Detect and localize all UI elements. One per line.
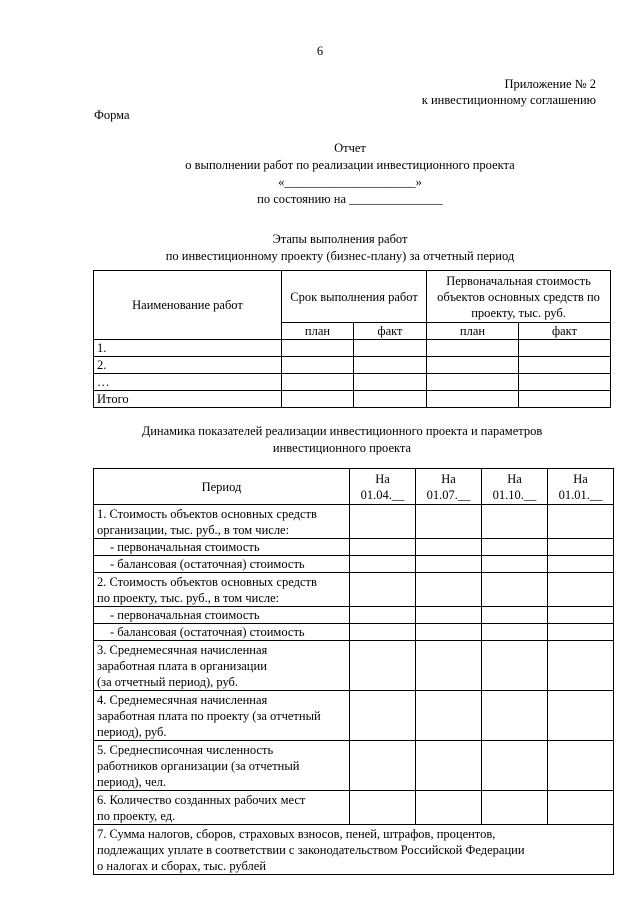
header-plan: план	[427, 323, 519, 340]
table-cell	[350, 791, 416, 825]
table-cell	[482, 624, 548, 641]
table-cell	[548, 505, 614, 539]
table-row	[94, 556, 614, 573]
row-label: 1.	[94, 340, 282, 357]
table-row	[94, 505, 614, 539]
row-label-line: работников организации (за отчетный	[97, 758, 300, 773]
table-cell	[350, 641, 416, 691]
dynamics-subtitle: инвестиционного проекта	[272, 441, 412, 455]
row-label-line: организации, тыс. руб., в том числе:	[97, 522, 290, 537]
table-row	[94, 539, 614, 556]
page-number: 6	[316, 44, 324, 58]
header-date	[482, 469, 548, 505]
table-cell	[416, 573, 482, 607]
row-label	[94, 573, 350, 607]
table-cell	[416, 505, 482, 539]
row-label-line: заработная плата по проекту (за отчетный	[97, 708, 321, 723]
table-cell	[282, 357, 354, 374]
table-cell	[354, 391, 427, 408]
table-cell	[482, 573, 548, 607]
table-cell	[416, 641, 482, 691]
table-cell	[416, 691, 482, 741]
dynamics-title: Динамика показателей реализации инвестиционного проекта и параметров	[141, 424, 543, 438]
row-label-line: о налогах и сборах, тыс. рублей	[97, 858, 267, 873]
table-row	[94, 624, 614, 641]
table-cell	[282, 340, 354, 357]
table-cell	[548, 641, 614, 691]
header-date-top: На	[375, 471, 390, 486]
row-label-line: подлежащих уплате в соответствии с законодательством Российской Федерации	[97, 842, 525, 857]
stages-subtitle: по инвестиционному проекту (бизнес-плану) за отчетный период	[165, 249, 515, 263]
table-cell	[427, 391, 519, 408]
row-label	[94, 791, 350, 825]
row-label-line: период), чел.	[97, 774, 167, 789]
row-label: Итого	[94, 391, 282, 408]
table-cell	[282, 374, 354, 391]
table-cell	[519, 357, 611, 374]
row-label: - первоначальная стоимость	[94, 607, 350, 624]
table-cell	[519, 374, 611, 391]
table-row	[94, 641, 614, 691]
header-work-name: Наименование работ	[94, 271, 282, 340]
table-row	[94, 691, 614, 741]
row-label: - первоначальная стоимость	[94, 539, 350, 556]
table-row	[94, 357, 611, 374]
table-cell	[350, 573, 416, 607]
header-date-top: На	[441, 471, 456, 486]
table-cell	[416, 624, 482, 641]
report-subtitle: о выполнении работ по реализации инвестиционного проекта	[185, 158, 515, 172]
table-row	[94, 340, 611, 357]
header-date	[350, 469, 416, 505]
row-label-line: 5. Среднесписочная численность	[97, 742, 274, 757]
table-cell	[350, 539, 416, 556]
table-cell	[482, 539, 548, 556]
table-cell	[350, 556, 416, 573]
table-cell	[548, 741, 614, 791]
table-cell	[416, 607, 482, 624]
stages-title: Этапы выполнения работ	[272, 232, 408, 246]
row-label-line: 6. Количество созданных рабочих мест	[97, 792, 306, 807]
table-cell	[354, 374, 427, 391]
table-cell	[416, 556, 482, 573]
dynamics-title-block	[0, 423, 640, 457]
row-label-line: заработная плата в организации	[97, 658, 267, 673]
header-period: Срок выполнения работ	[282, 271, 427, 323]
row-label: - балансовая (остаточная) стоимость	[94, 624, 350, 641]
table-cell	[548, 556, 614, 573]
stages-table	[93, 270, 611, 408]
row-label: …	[94, 374, 282, 391]
header-date-bottom: 01.10.__	[492, 487, 537, 502]
table-cell	[548, 573, 614, 607]
table-row	[94, 607, 614, 624]
appendix-line-1: Приложение № 2	[504, 77, 596, 91]
row-label	[94, 741, 350, 791]
row-label-line: 3. Среднемесячная начисленная	[97, 642, 268, 657]
row-label-line: по проекту, тыс. руб., в том числе:	[97, 590, 280, 605]
table-cell	[482, 505, 548, 539]
table-cell	[548, 691, 614, 741]
row-label	[94, 505, 350, 539]
table-cell	[482, 556, 548, 573]
header-date-top: На	[573, 471, 588, 486]
table-cell	[354, 357, 427, 374]
table-row	[94, 573, 614, 607]
header-plan: план	[282, 323, 354, 340]
table-row	[94, 791, 614, 825]
table-cell	[482, 741, 548, 791]
header-fact: факт	[519, 323, 611, 340]
stages-title-block	[0, 231, 640, 265]
row-label-line: (за отчетный период), руб.	[97, 674, 239, 689]
dynamics-table	[93, 468, 614, 875]
as-of-line: по состоянию на _______________	[257, 192, 443, 206]
table-cell	[350, 607, 416, 624]
table-cell	[548, 791, 614, 825]
header-date-bottom: 01.07.__	[426, 487, 471, 502]
table-cell	[416, 539, 482, 556]
table-cell	[427, 357, 519, 374]
row-label-line: 2. Стоимость объектов основных средств	[97, 574, 317, 589]
table-cell	[548, 607, 614, 624]
row-label	[94, 825, 614, 875]
table-cell	[482, 791, 548, 825]
table-cell	[416, 741, 482, 791]
table-cell	[350, 505, 416, 539]
table-cell	[482, 641, 548, 691]
row-label-line: 1. Стоимость объектов основных средств	[97, 506, 317, 521]
row-label	[94, 691, 350, 741]
table-cell	[282, 391, 354, 408]
header-date-top: На	[507, 471, 522, 486]
table-row	[94, 741, 614, 791]
header-date-bottom: 01.01.__	[558, 487, 603, 502]
table-cell	[427, 340, 519, 357]
header-date-bottom: 01.04.__	[360, 487, 405, 502]
table-row	[94, 825, 614, 875]
project-name-line: «_____________________»	[278, 175, 422, 189]
header-cost: Первоначальная стоимость объектов основных средств по проекту, тыс. руб.	[427, 271, 611, 323]
row-label: - балансовая (остаточная) стоимость	[94, 556, 350, 573]
report-title-block	[0, 140, 640, 208]
table-cell	[416, 791, 482, 825]
row-label-line: 4. Среднемесячная начисленная	[97, 692, 268, 707]
row-label: 2.	[94, 357, 282, 374]
row-label-line: период), руб.	[97, 724, 167, 739]
table-cell	[350, 624, 416, 641]
table-cell	[519, 340, 611, 357]
appendix-header	[300, 76, 596, 108]
table-cell	[427, 374, 519, 391]
row-label	[94, 641, 350, 691]
table-cell	[482, 607, 548, 624]
row-label-line: по проекту, ед.	[97, 808, 176, 823]
table-row	[94, 391, 611, 408]
appendix-line-2: к инвестиционному соглашению	[421, 93, 596, 107]
row-label-line: 7. Сумма налогов, сборов, страховых взносов, пеней, штрафов, процентов,	[97, 826, 496, 841]
form-label: Форма	[94, 108, 130, 122]
table-cell	[548, 539, 614, 556]
header-period: Период	[94, 469, 350, 505]
table-cell	[519, 391, 611, 408]
table-cell	[350, 691, 416, 741]
table-cell	[482, 691, 548, 741]
header-date	[416, 469, 482, 505]
table-cell	[548, 624, 614, 641]
header-date	[548, 469, 614, 505]
table-cell	[350, 741, 416, 791]
table-cell	[354, 340, 427, 357]
header-fact: факт	[354, 323, 427, 340]
report-title: Отчет	[334, 141, 366, 155]
table-row	[94, 374, 611, 391]
